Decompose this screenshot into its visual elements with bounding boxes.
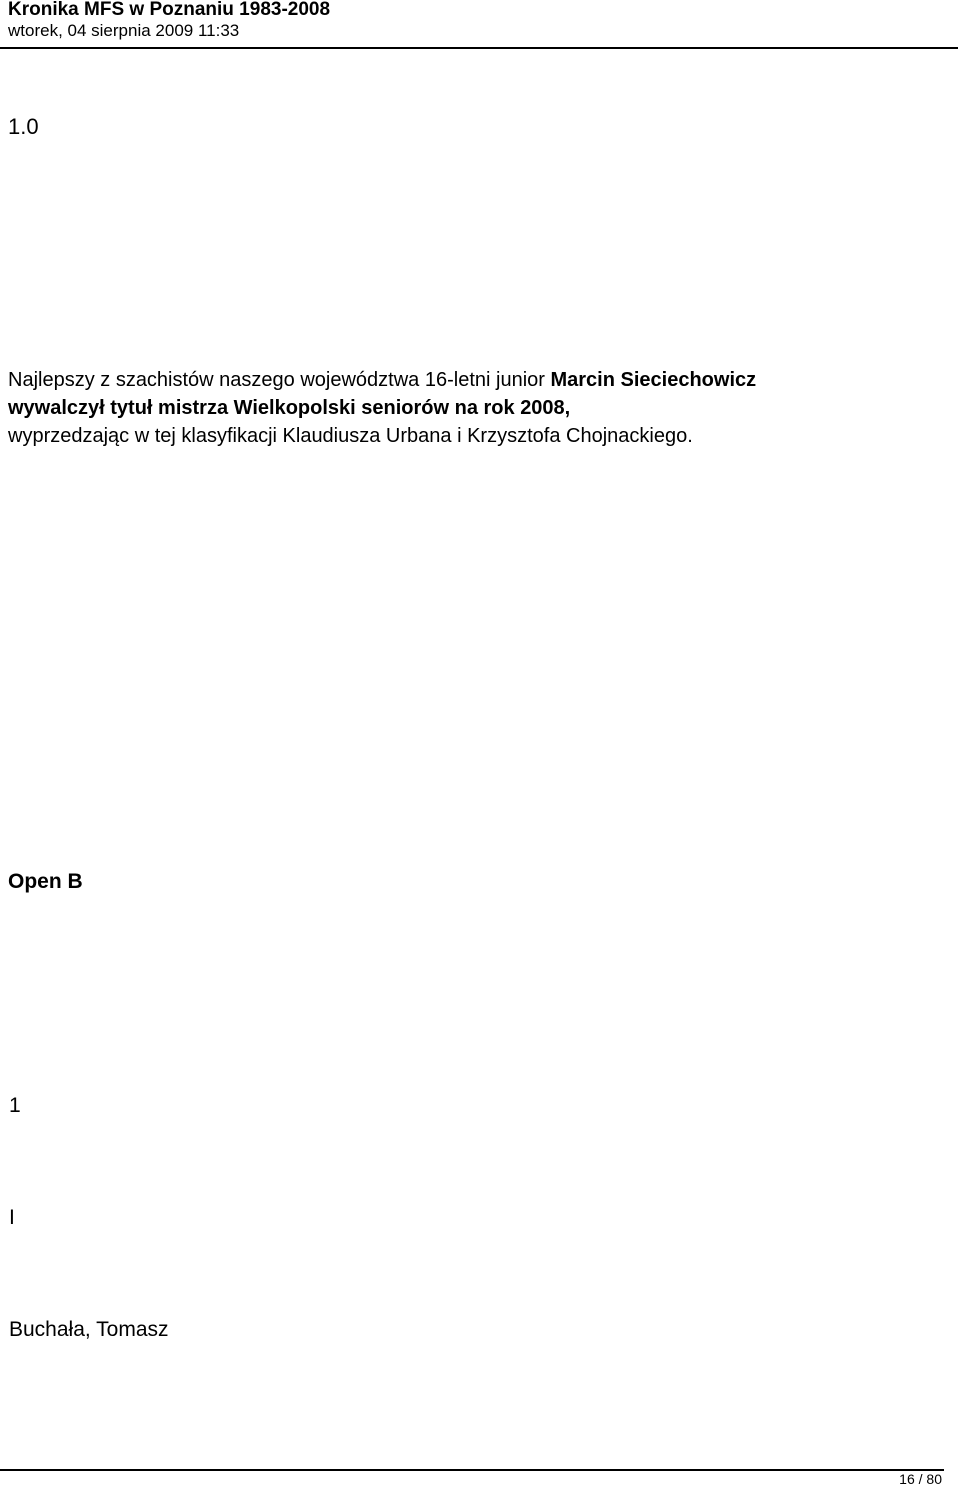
document-title: Kronika MFS w Poznaniu 1983-2008 <box>8 0 331 20</box>
section-heading: Open B <box>8 870 83 893</box>
table-cell-player-name: Buchała, Tomasz <box>9 1318 169 1341</box>
page-number: 16 / 80 <box>899 1471 942 1487</box>
footer-divider <box>0 1469 944 1471</box>
paragraph-text-continued: wyprzedzając w tej klasyfikacji Klaudiusza Urbana i Krzysztofa Chojnackiego. <box>8 425 693 447</box>
article-paragraph <box>8 366 908 450</box>
table-cell-group: I <box>9 1206 15 1229</box>
version-label: 1.0 <box>8 114 39 139</box>
title-statement: wywalczył tytuł mistrza Wielkopolski seniorów na rok 2008, <box>8 397 571 419</box>
table-cell-place: 1 <box>9 1094 21 1117</box>
player-name-highlight: Marcin Sieciechowicz <box>550 369 757 391</box>
header-divider <box>0 47 958 49</box>
document-date: wtorek, 04 sierpnia 2009 11:33 <box>8 21 240 40</box>
paragraph-text: Najlepszy z szachistów naszego województwa 16-letni junior <box>8 369 551 391</box>
